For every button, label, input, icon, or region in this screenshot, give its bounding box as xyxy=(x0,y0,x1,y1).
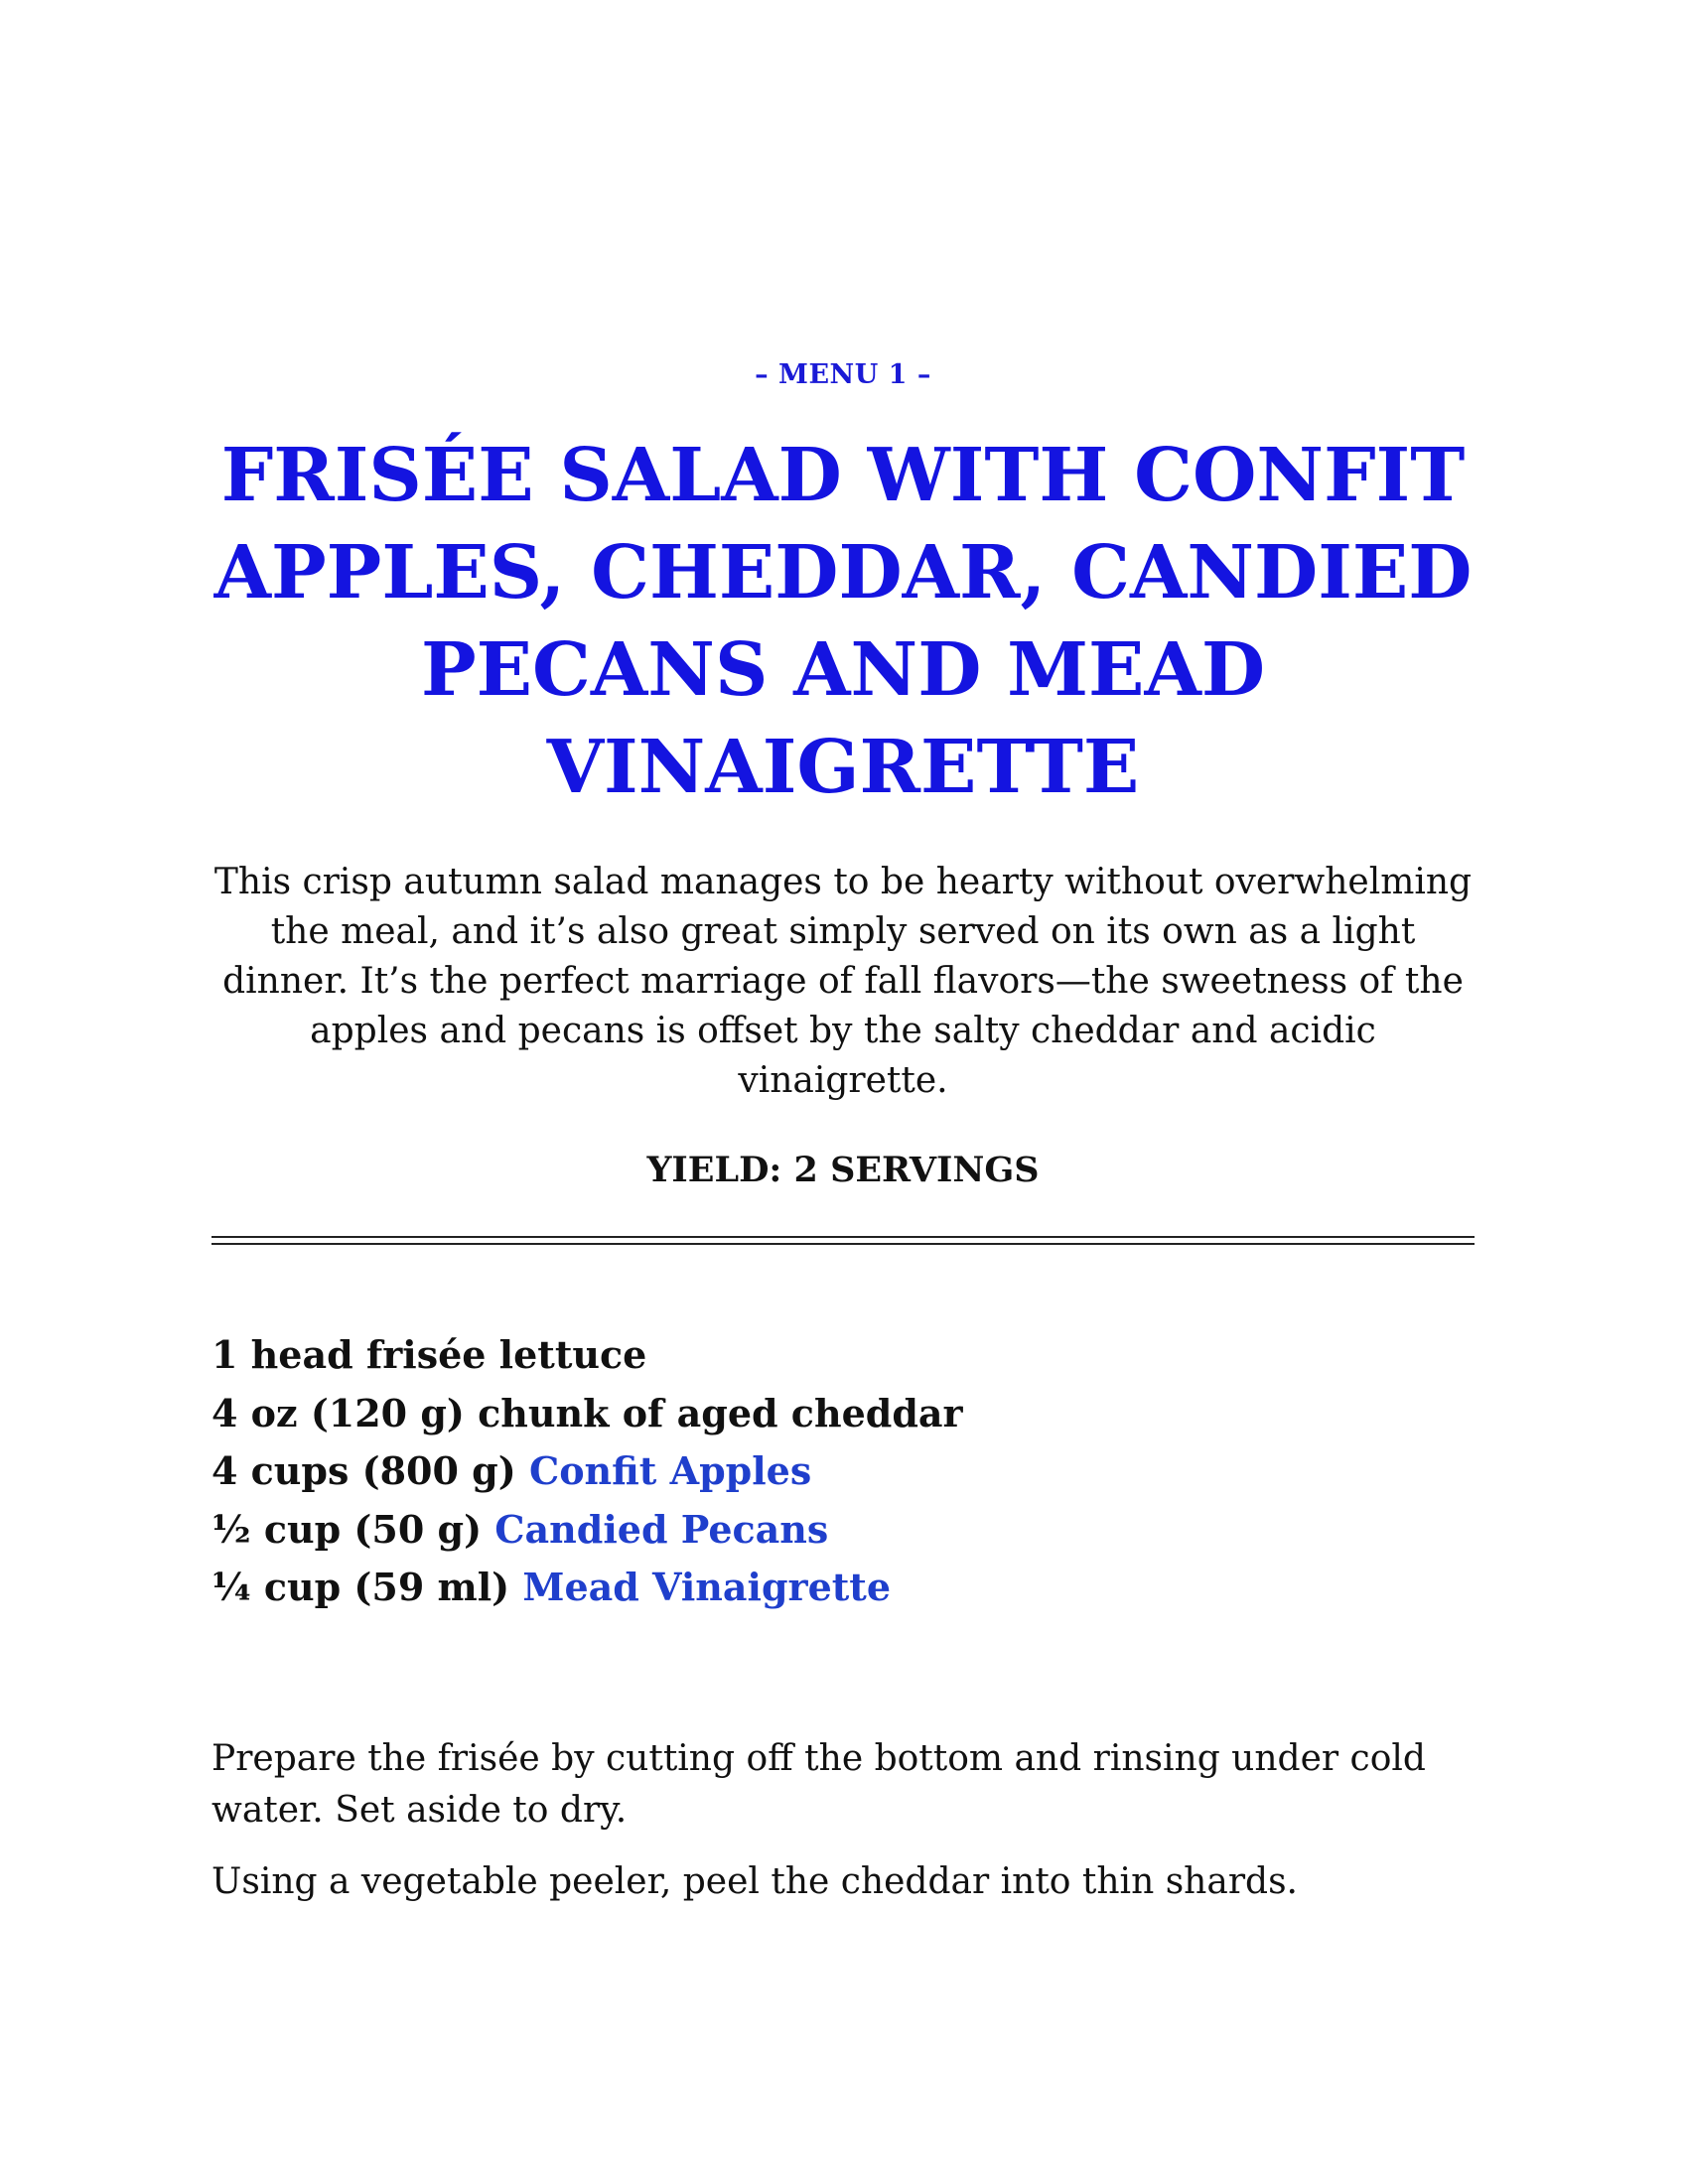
ingredient-item xyxy=(211,1559,1475,1617)
recipe-intro: This crisp autumn salad manages to be hearty without overwhelming the meal, and it’s also great simply served on its own as a light dinner. It’s the perfect marriage of fall flavors—the sweetness of the apples and pecans is offset by the salty cheddar and acidic vinaigrette. xyxy=(213,862,1473,1101)
menu-label: – MENU 1 – xyxy=(755,359,931,390)
method-step: Prepare the frisée by cutting off the bottom and rinsing under cold water. Set aside to dry. xyxy=(211,1738,1426,1831)
yield-label: YIELD: 2 SERVINGS xyxy=(646,1150,1040,1190)
confit-apples-link[interactable]: Confit Apples xyxy=(528,1448,812,1493)
ingredient-quantity: 4 cups (800 g) xyxy=(211,1448,529,1493)
ingredient-item xyxy=(211,1326,1475,1385)
mead-vinaigrette-link[interactable]: Mead Vinaigrette xyxy=(522,1565,892,1609)
ingredient-quantity: ½ cup (50 g) xyxy=(211,1506,495,1552)
recipe-page xyxy=(211,0,1475,2184)
ingredient-quantity: 4 oz (120 g) chunk of aged cheddar xyxy=(211,1390,963,1435)
ingredient-item xyxy=(211,1442,1475,1501)
ingredient-item xyxy=(211,1385,1475,1443)
double-divider xyxy=(211,1236,1475,1246)
ingredient-quantity: 1 head frisée lettuce xyxy=(211,1332,647,1377)
ingredient-item xyxy=(211,1501,1475,1560)
divider-line xyxy=(211,1236,1475,1238)
method-steps xyxy=(211,1733,1475,1928)
candied-pecans-link[interactable]: Candied Pecans xyxy=(494,1506,829,1552)
divider-line xyxy=(211,1243,1475,1245)
recipe-title: FRISÉE SALAD WITH CONFIT APPLES, CHEDDAR, CANDIED PECANS AND MEAD VINAIGRETTE xyxy=(213,433,1473,810)
ingredient-quantity: ¼ cup (59 ml) xyxy=(211,1565,523,1609)
method-step: Using a vegetable peeler, peel the cheddar into thin shards. xyxy=(211,1861,1298,1902)
ingredient-list xyxy=(211,1326,1475,1617)
